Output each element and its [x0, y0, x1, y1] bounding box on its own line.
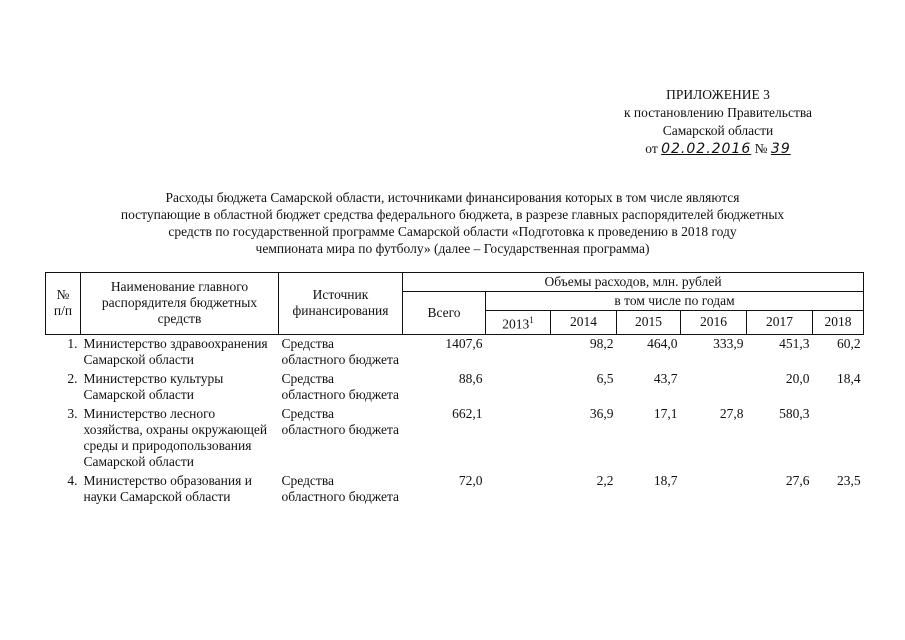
row-2016: 27,8	[719, 405, 744, 421]
header-num-symbol: №	[56, 287, 70, 303]
row-2013	[486, 334, 551, 370]
header-year-2017: 2017	[747, 311, 813, 335]
header-volumes: Объемы расходов, млн. рублей	[403, 273, 864, 292]
header-year-2014: 2014	[551, 311, 617, 335]
title-line-4: чемпионата мира по футболу» (далее – Государственная программа)	[255, 241, 650, 256]
row-2013	[486, 370, 551, 405]
row-2013	[486, 405, 551, 472]
budget-table	[45, 272, 864, 507]
title-line-1: Расходы бюджета Самарской области, источниками финансирования которых в том числе являются	[165, 190, 740, 205]
row-number: 2.	[67, 370, 78, 386]
footnote-marker: 1	[529, 315, 534, 325]
row-source: Средства областного бюджета	[281, 405, 400, 437]
header-year-2018: 2018	[813, 311, 864, 335]
row-number: 4.	[67, 472, 78, 488]
header-year-2015: 2015	[617, 311, 681, 335]
handwritten-date: 02.02.2016	[661, 141, 752, 157]
row-2015: 18,7	[653, 472, 678, 488]
header-year-2013	[486, 311, 551, 335]
row-source: Средства областного бюджета	[281, 335, 400, 367]
row-2017: 27,6	[785, 472, 810, 488]
appendix-block	[603, 86, 833, 158]
row-total: 662,1	[452, 405, 483, 421]
row-number: 3.	[67, 405, 78, 421]
row-source: Средства областного бюджета	[281, 472, 400, 504]
row-2014: 36,9	[589, 405, 614, 421]
row-number: 1.	[67, 335, 78, 351]
row-2016: 333,9	[713, 335, 744, 351]
appendix-title: ПРИЛОЖЕНИЕ 3	[666, 87, 770, 102]
row-2018	[813, 405, 864, 472]
row-2014: 98,2	[589, 335, 614, 351]
header-source: Источник финансирования	[279, 273, 403, 335]
table-row	[46, 405, 864, 472]
title-line-3: средств по государственной программе Самарской области «Подготовка к проведению в 2018 году	[168, 224, 737, 239]
header-year-2016: 2016	[681, 311, 747, 335]
table-row	[46, 472, 864, 507]
row-2015: 43,7	[653, 370, 678, 386]
date-prefix: от	[645, 141, 658, 156]
appendix-date-line	[603, 140, 833, 158]
table-row	[46, 334, 864, 370]
row-total: 72,0	[458, 472, 483, 488]
number-prefix: №	[754, 141, 768, 156]
header-row-1	[46, 273, 864, 292]
header-num	[46, 273, 81, 335]
row-name: Министерство культуры Самарской области	[83, 370, 224, 402]
row-source: Средства областного бюджета	[281, 370, 400, 402]
row-name: Министерство лесного хозяйства, охраны окружающей среды и природопользования Самарской области	[83, 405, 268, 469]
row-2017: 451,3	[779, 335, 810, 351]
row-2018: 60,2	[836, 335, 861, 351]
row-2018: 18,4	[836, 370, 861, 386]
row-2013	[486, 472, 551, 507]
row-name: Министерство здравоохранения Самарской области	[83, 335, 268, 367]
appendix-resolution: к постановлению Правительства	[623, 105, 813, 120]
row-total: 88,6	[458, 370, 483, 386]
title-line-2: поступающие в областной бюджет средства федерального бюджета, в разрезе главных распорядителей бюджетных	[120, 207, 785, 222]
handwritten-number: 39	[770, 141, 791, 157]
year-2013-label: 2013	[502, 316, 530, 332]
row-2014: 6,5	[596, 370, 614, 386]
document-title	[40, 189, 865, 257]
table-row	[46, 370, 864, 405]
row-2014: 2,2	[596, 472, 614, 488]
row-2017: 580,3	[779, 405, 810, 421]
appendix-region: Самарской области	[662, 123, 774, 138]
row-2016	[681, 370, 747, 405]
header-by-years: в том числе по годам	[486, 292, 864, 311]
row-2015: 17,1	[653, 405, 678, 421]
header-name: Наименование главного распорядителя бюджетных средств	[81, 273, 279, 335]
row-name: Министерство образования и науки Самарской области	[83, 472, 252, 504]
row-2015: 464,0	[647, 335, 678, 351]
row-total: 1407,6	[445, 335, 483, 351]
header-total: Всего	[403, 292, 486, 335]
row-2017: 20,0	[785, 370, 810, 386]
header-num-abbr: п/п	[53, 303, 73, 319]
row-2018: 23,5	[836, 472, 861, 488]
row-2016	[681, 472, 747, 507]
